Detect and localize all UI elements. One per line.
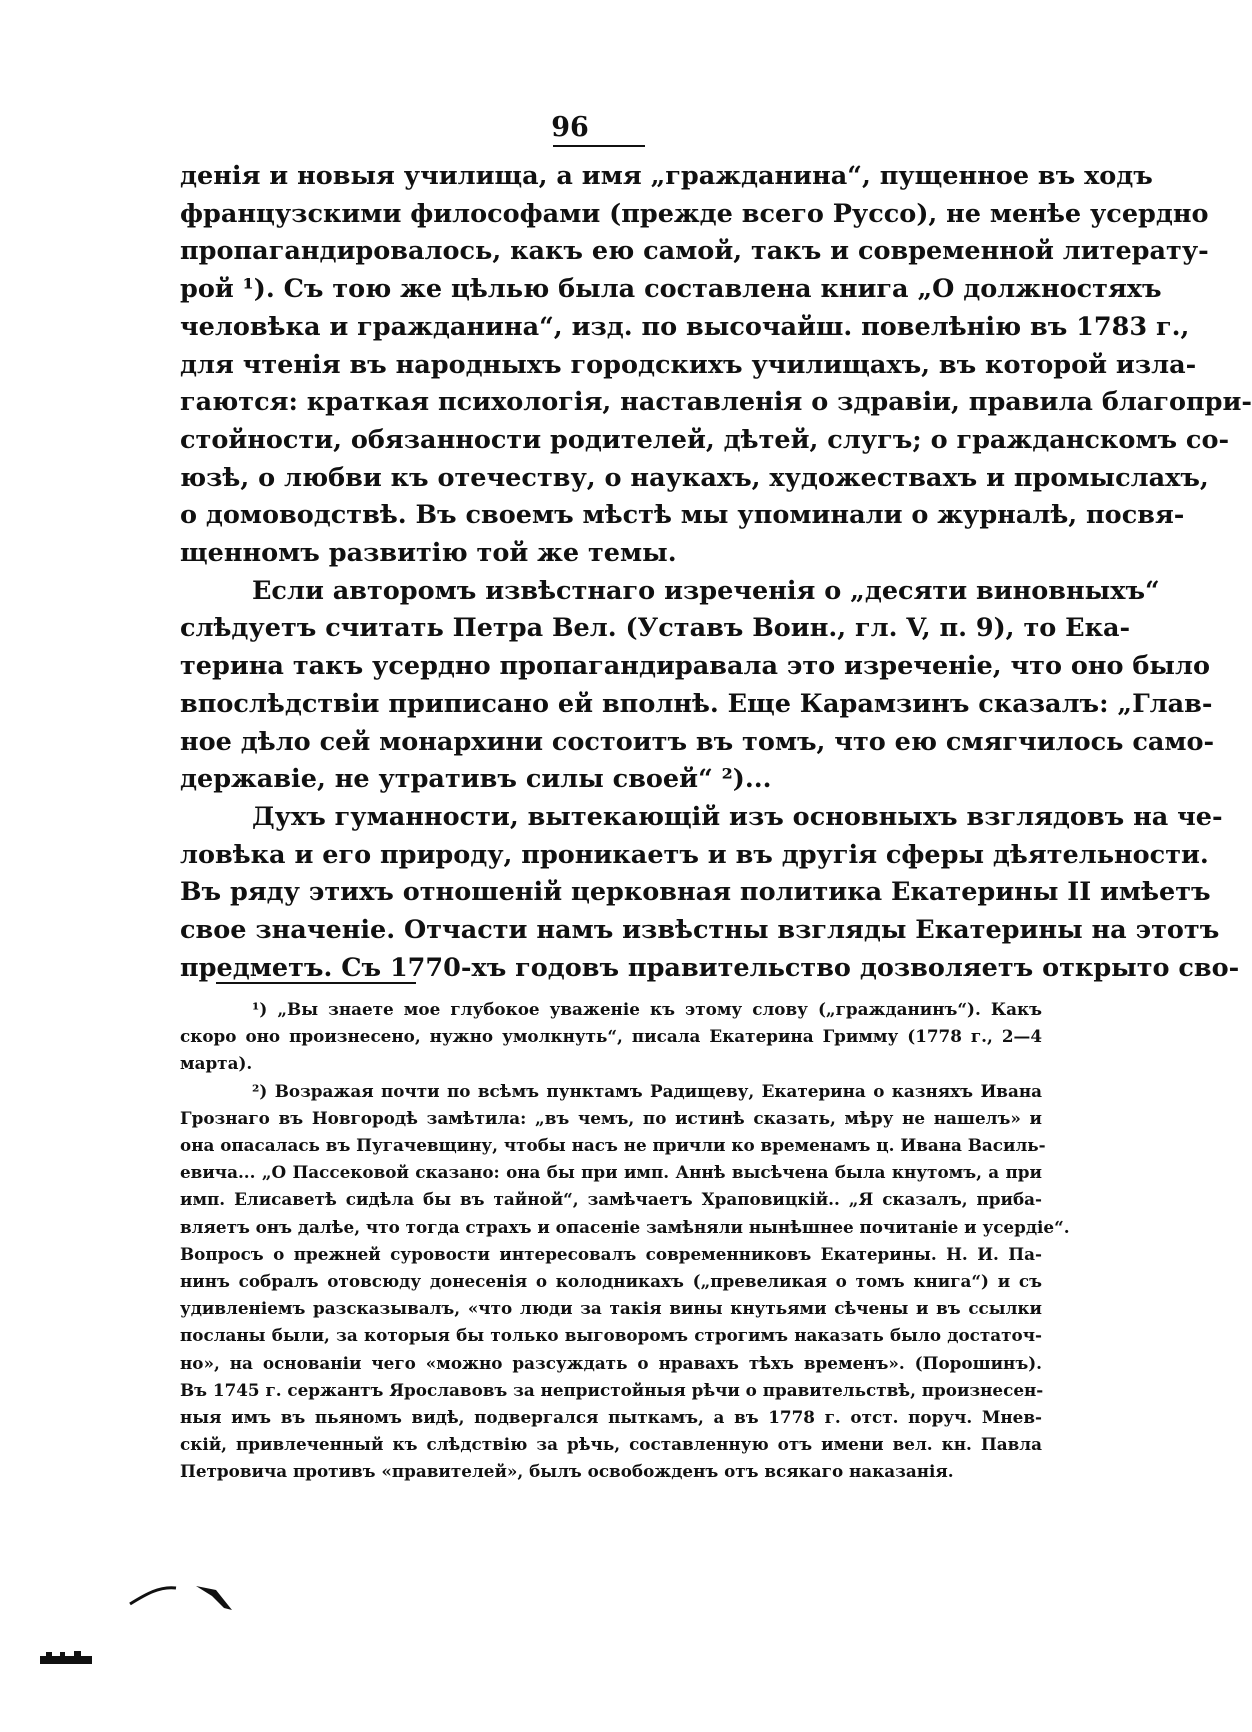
footnote-line: вляетъ онъ далѣе, что тогда страхъ и опасеніе замѣняли нынѣшнее почитаніе и усердіе“. [180,1216,1070,1237]
footnote-rule [216,982,416,984]
footnote-line: ²) Возражая почти по всѣмъ пунктамъ Радищеву, Екатерина о казняхъ Ивана [252,1080,1042,1101]
scan-smudge [38,1648,98,1668]
text-line: для чтенія въ народныхъ городскихъ училищахъ, въ которой изла- [180,349,1197,380]
page-number: 96 [551,112,589,143]
footnote-line: скоро оно произнесено, нужно умолкнуть“, писала Екатерина Гримму (1778 г., 2—4 [180,1026,1042,1047]
footnote-line: но», на основаніи чего «можно разсуждать о нравахъ тѣхъ временъ». (Порошинъ). [180,1352,1042,1373]
footnote-line: нинъ собралъ отовсюду донесенія о колодникахъ („превеликая о томъ книга“) и съ [180,1271,1042,1292]
footnote-line: ¹) „Вы знаете мое глубокое уваженіе къ этому слову („гражданинъ“). Какъ [252,999,1042,1019]
scan-mark [128,1568,238,1618]
text-line: впослѣдствіи приписано ей вполнѣ. Еще Карамзинъ сказалъ: „Глав- [180,688,1213,719]
text-line: терина такъ усердно пропагандиравала это изреченіе, что оно было [180,651,1210,682]
text-line: пропагандировалось, какъ ею самой, такъ и современной литерату- [180,236,1209,267]
footnote-line: марта). [180,1053,253,1074]
text-line: рой ¹). Съ тою же цѣлью была составлена книга „О должностяхъ [180,274,1162,305]
text-line: слѣдуетъ считать Петра Вел. (Уставъ Воин., гл. V, п. 9), то Ека- [180,613,1131,644]
text-line: денія и новыя училища, а имя „гражданина“, пущенное въ ходъ [180,161,1153,191]
footnotes [180,996,1070,1486]
text-line: стойности, обязанности родителей, дѣтей, слугъ; о гражданскомъ со- [180,424,1230,455]
main-text [180,158,1252,987]
footnote-line: Вопросъ о прежней суровости интересовалъ современниковъ Екатерины. Н. И. Па- [180,1243,1042,1264]
text-line: французскими философами (прежде всего Руссо), не менѣе усердно [180,198,1209,229]
text-line: Духъ гуманности, вытекающій изъ основныхъ взглядовъ на че- [252,801,1223,832]
footnote-line: Въ 1745 г. сержантъ Ярославовъ за непристойныя рѣчи о правительствѣ, произнесен- [180,1379,1044,1400]
text-line: человѣка и гражданина“, изд. по высочайш. повелѣнію въ 1783 г., [180,311,1190,342]
footnote-line: скій, привлеченный къ слѣдствію за рѣчь, составленную отъ имени вел. кн. Павла [180,1434,1042,1455]
footnote-line: Петровича противъ «правителей», былъ освобожденъ отъ всякаго наказанія. [180,1461,954,1482]
text-line: юзѣ, о любви къ отечеству, о наукахъ, художествахъ и промыслахъ, [180,462,1209,493]
text-line: Въ ряду этихъ отношеній церковная политика Екатерины II имѣетъ [180,877,1211,908]
page-number-rule [553,145,645,147]
footnote-line: удивленіемъ разсказывалъ, «что люди за такія вины кнутьями сѣчены и въ ссылки [180,1298,1042,1319]
text-line: гаются: краткая психологія, наставленія о здравіи, правила благопри- [180,387,1252,418]
footnote-line: Грознаго въ Новгородѣ замѣтила: „въ чемъ, по истинѣ сказать, мѣру не нашелъ» и [180,1107,1042,1128]
text-line: предметъ. Съ 1770-хъ годовъ правительство дозволяетъ открыто сво- [180,952,1240,983]
footnote-line: она опасалась въ Пугачевщину, чтобы насъ не причли ко временамъ ц. Ивана Василь- [180,1135,1046,1156]
text-line: свое значеніе. Отчасти намъ извѣстны взгляды Екатерины на этотъ [180,915,1220,946]
footnote-line: ныя имъ въ пьяномъ видѣ, подвергался пыткамъ, а въ 1778 г. отст. поруч. Мнев- [180,1407,1042,1428]
text-line: державіе, не утративъ силы своей“ ²)... [180,764,772,795]
text-line: о домоводствѣ. Въ своемъ мѣстѣ мы упоминали о журналѣ, посвя- [180,500,1185,531]
text-line: Если авторомъ извѣстнаго изреченія о „десяти виновныхъ“ [252,575,1160,606]
footnote-line: посланы были, за которыя бы только выговоромъ строгимъ наказать было достаточ- [180,1325,1042,1346]
text-line: щенномъ развитію той же темы. [180,538,677,569]
footnote-line: имп. Елисаветѣ сидѣла бы въ тайной“, замѣчаетъ Храповицкій.. „Я сказалъ, прибa- [180,1189,1042,1210]
footnote-line: евича... „О Пассековой сказано: она бы при имп. Аннѣ высѣчена была кнутомъ, а при [180,1162,1042,1183]
text-line: ное дѣло сей монархини состоитъ въ томъ, что ею смягчилось само- [180,726,1215,757]
text-line: ловѣка и его природу, проникаетъ и въ другія сферы дѣятельности. [180,839,1209,870]
